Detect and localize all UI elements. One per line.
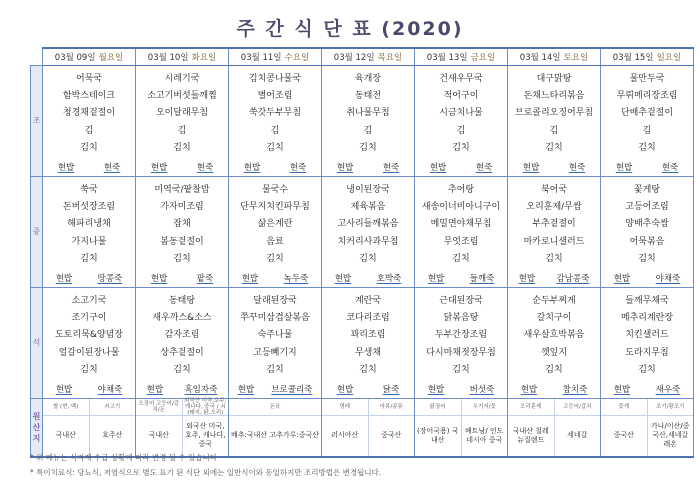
porridge-label: 야채죽 [655,273,681,284]
rice-porridge [415,158,507,176]
dish-item: 숙주나물 [257,330,293,341]
dish-list [136,288,228,380]
dish-item: 치킨샐러드 [625,330,669,341]
origin-cell [229,398,322,457]
dish-item: 동태탕 [168,295,196,306]
origin-item-name: 외국산 미국,호주, 캐나다, 중국 / 쇠 (돼지, 닭,오리) [184,397,227,416]
rice-porridge [415,269,507,287]
dish-item: 어묵국 [75,73,103,84]
dish-item: 김치 [173,254,191,265]
porridge-label: 감남콩죽 [556,273,590,284]
origin-item-name: 고등어/갈치 [555,399,601,416]
dish-item: 근대된장국 [439,295,483,306]
menu-cell [322,65,415,176]
origin-item [462,399,508,456]
dish-item: 깻잎지 [540,347,568,358]
origin-item-country: 국내산 칠레 뉴질랜드 [512,426,549,444]
rice-porridge [508,269,600,287]
rice-label: 현밥 [241,273,259,284]
dish-list [229,288,321,380]
dish-item: 계란국 [354,295,382,306]
dish-item: 김치 [638,143,656,154]
rice-label: 현밥 [334,273,352,284]
dish-item: 미역국/팥찰밥 [154,184,210,195]
meal-row [31,287,694,398]
dish-item: 김치 [452,365,470,376]
note-change: * 위 메뉴는 식자재 수급 상황에 따라 변경 될 수 있습니다 [30,453,217,462]
dish-item: 김치 [452,254,470,265]
dish-item: 김치 [545,365,563,376]
dish-item: 마카로니샐러드 [523,236,585,247]
dish-item: 두부간장조림 [434,330,488,341]
origin-cell [322,398,415,457]
menu-cell [229,176,322,287]
porridge-label: 흑임자죽 [184,384,218,395]
dish-item: 메밀면야채무침 [430,219,492,230]
dish-item: 제육볶음 [350,202,386,213]
dish-item: 김 [363,125,373,136]
dish-item: 고사리들깨볶음 [337,219,399,230]
origin-item-country: 배추:국내산 고추가루:중국산 [230,431,320,439]
dish-item: 김치 [638,254,656,265]
day-date: 03월 12일 [333,52,375,63]
dish-item: 소고기버섯들깨찜 [147,91,217,102]
day-weekday: 목요일 [377,52,403,63]
dish-item: 별어조림 [257,91,293,102]
dish-item: 고등어조림 [625,202,669,213]
dish-item: 부추겉절이 [532,219,576,230]
dish-item: 김치 [359,254,377,265]
origin-item-name: 꽃게 [601,399,647,416]
dish-item: 김치 [452,143,470,154]
dish-item: 들깨무채국 [625,295,669,306]
rice-label: 현밥 [336,162,354,173]
origin-item [183,399,229,456]
dish-list [322,288,414,380]
dish-item: 감자조림 [164,330,200,341]
rice-label: 현밥 [522,162,540,173]
menu-cell [601,65,694,176]
dish-list [508,288,600,380]
dish-list [43,66,135,158]
rice-porridge [601,269,693,287]
dish-item: 쑥갓두부무침 [248,108,302,119]
meal-row [31,176,694,287]
origin-row [31,398,694,457]
dish-item: 물만두국 [629,73,665,84]
day-date: 03월 14일 [519,52,561,63]
dish-item: 김치 [359,143,377,154]
dish-list [415,288,507,380]
menu-cell [136,287,229,398]
dish-item: 단배추겉절이 [620,108,674,119]
dish-item: 꽈리조림 [350,330,386,341]
dish-item: 김 [177,125,187,136]
dish-item: 오리훈제/무쌈 [526,202,582,213]
dish-item: 육개장 [354,73,382,84]
dish-list [415,66,507,158]
dish-item: 쑥국 [80,184,98,195]
rice-label: 현밥 [520,384,538,395]
menu-cell [136,176,229,287]
dish-item: 건새우무국 [439,73,483,84]
origin-item [229,399,321,456]
origin-cell [136,398,229,457]
dish-list [229,177,321,269]
dish-item: 김치 [173,365,191,376]
origin-cell [508,398,601,457]
rice-label: 현밥 [150,273,168,284]
rice-label: 현밥 [518,273,536,284]
dish-item: 오이달래무침 [155,108,209,119]
dish-item: 함박스테이크 [62,91,116,102]
dish-list [415,177,507,269]
dish-list [43,288,135,380]
origin-item [136,399,183,456]
menu-cell [322,287,415,398]
rice-porridge [415,380,507,398]
dish-item: 대구맑탕 [536,73,572,84]
dish-item: 음료 [266,236,284,247]
dish-item: 고등빼기지 [253,347,297,358]
rice-porridge [322,269,414,287]
dish-item: 김치 [266,254,284,265]
dish-item: 김치 [545,254,563,265]
day-date: 03월 13일 [426,52,468,63]
rice-porridge [136,158,228,176]
day-header-4 [322,48,415,65]
porridge-label: 현죽 [475,162,493,173]
dish-item: 냉이된장국 [346,184,390,195]
dish-item: 코다리조림 [346,313,390,324]
rice-porridge [229,380,321,398]
origin-item-name: 마류/콩류 [369,399,415,416]
dish-item: 삶은계란 [257,219,293,230]
rice-label: 현밥 [57,162,75,173]
page-title: 주 간 식 단 표 (2020) [236,18,464,40]
dish-list [322,66,414,158]
menu-cell [415,176,508,287]
dish-item: 조기구이 [71,313,107,324]
porridge-label: 현죽 [103,162,121,173]
rice-label: 현밥 [150,162,168,173]
day-header-1 [43,48,136,65]
origin-inner [508,399,600,456]
dish-item: 다시마채젓장무침 [426,347,496,358]
porridge-label: 현죽 [289,162,307,173]
meal-label: 석 [31,287,43,398]
dish-list [229,66,321,158]
dish-item: 쭈꾸미삼겹살볶음 [240,313,310,324]
dish-item: 북어국 [540,184,568,195]
origin-item-country: 중국산 [613,431,634,439]
rice-label: 현밥 [55,273,73,284]
dish-item: 가지나물 [71,236,107,247]
origin-inner [136,399,228,456]
dish-list [601,177,693,269]
origin-item-name: 오리훈제 [508,399,554,416]
day-weekday: 일요일 [656,52,682,63]
origin-item [555,399,601,456]
day-date: 03월 11일 [240,52,282,63]
rice-label: 현밥 [237,384,255,395]
dish-item: 새송이너비아니구이 [421,202,501,213]
day-weekday: 월요일 [98,52,124,63]
origin-item-name: 오징어 고등어/갈치/돈 [136,399,182,416]
dish-item: 순두부찌게 [532,295,576,306]
origin-item-name: 쌀 (현, 백) [43,399,89,416]
dish-item: 김치 [545,143,563,154]
dish-item: 김치 [80,254,98,265]
porridge-label: 현죽 [568,162,586,173]
origin-item [322,399,369,456]
dish-item: 얼갈이된장나물 [58,347,120,358]
rice-porridge [229,269,321,287]
dish-item: 김치 [266,365,284,376]
meal-label: 조 [31,65,43,176]
origin-item [601,399,648,456]
dish-item: 잡채 [173,219,191,230]
porridge-label: 들깨죽 [469,273,495,284]
rice-porridge [43,380,135,398]
dish-list [322,177,414,269]
dish-item: 김 [84,125,94,136]
rice-porridge [43,269,135,287]
day-header-row [31,48,694,65]
rice-label: 현밥 [243,162,261,173]
dish-item: 취나물무침 [346,108,390,119]
dish-item: 무생채 [354,347,382,358]
origin-cell [601,398,694,457]
rice-porridge [601,158,693,176]
dish-item: 해파리냉채 [67,219,111,230]
origin-item-name: 돈육 [229,399,321,416]
porridge-label: 호박죽 [376,273,402,284]
dish-item: 시레기국 [164,73,200,84]
dish-item: 소고기국 [71,295,107,306]
origin-item-country: 러시아산 [331,431,359,439]
menu-cell [43,65,136,176]
origin-item-name: 닭장어 [415,399,461,416]
porridge-label: 닭죽 [382,384,400,395]
dish-list [508,66,600,158]
menu-cell [508,65,601,176]
origin-inner [322,399,414,456]
rice-label: 현밥 [429,162,447,173]
rice-porridge [229,158,321,176]
origin-item-name: 명태 [322,399,368,416]
origin-inner [601,399,693,456]
dish-item: 닭볶음탕 [443,313,479,324]
origin-cell [415,398,508,457]
day-header-7 [601,48,694,65]
dish-item: 도토리묵&양념장 [55,330,123,341]
menu-cell [322,176,415,287]
dish-item: 김 [270,125,280,136]
origin-item-country: 국내산 [148,431,169,439]
dish-item: 김치 [359,365,377,376]
menu-cell [229,287,322,398]
dish-item: 추어탕 [447,184,475,195]
dish-item: 돈채느타리볶음 [523,91,585,102]
dish-item: 봄동겉절이 [160,236,204,247]
menu-cell [43,176,136,287]
dish-item: 돈버섯장조림 [62,202,116,213]
rice-label: 현밥 [146,384,164,395]
dish-item: 치커리사과무침 [337,236,399,247]
origin-label: 원 산 지 [31,398,43,457]
origin-item-country: 베트남/ 인도네시아 중국 [465,426,504,444]
rice-porridge [136,269,228,287]
dish-item: 양배추숙쌈 [625,219,669,230]
origin-inner [415,399,507,456]
day-weekday: 토요일 [563,52,589,63]
origin-item [648,399,694,456]
rice-porridge [322,158,414,176]
meal-row [31,65,694,176]
note-special-diet: * 특이치료식: 당뇨식, 저염식으로 별도 표기 된 식단 외에는 일반식이와 동일하지만 조리방법은 변경됩니다. [30,468,382,477]
day-date: 03월 10일 [147,52,189,63]
menu-cell [508,287,601,398]
dish-item: 달래된장국 [253,295,297,306]
day-weekday: 수요일 [284,52,310,63]
dish-list [601,288,693,380]
porridge-label: 녹두죽 [283,273,309,284]
dish-item: 김 [549,125,559,136]
dish-list [508,177,600,269]
dish-item: 무엇조림 [443,236,479,247]
dish-item: 김치 [638,365,656,376]
dish-item: 물국수 [261,184,289,195]
menu-cell [508,176,601,287]
dish-item: 김치콩나물국 [248,73,302,84]
rice-label: 현밥 [427,273,445,284]
dish-item: 가자미조림 [160,202,204,213]
porridge-label: 브로콜리죽 [271,384,313,395]
rice-label: 현밥 [613,384,631,395]
porridge-label: 현죽 [196,162,214,173]
porridge-label: 참치죽 [562,384,588,395]
dish-item: 시금치나물 [439,108,483,119]
dish-item: 갈치구이 [536,313,572,324]
dish-list [43,177,135,269]
porridge-label: 땅콩죽 [97,273,123,284]
rice-porridge [601,380,693,398]
origin-item-country: 가나/이산/중 국산,세네갈 레온 [650,422,690,448]
rice-porridge [508,380,600,398]
dish-item: 적어구이 [443,91,479,102]
rice-label: 현밥 [613,273,631,284]
day-weekday: 금요일 [470,52,496,63]
dish-item: 동태전 [354,91,382,102]
origin-cell [43,398,136,457]
menu-cell [136,65,229,176]
origin-item-name: 조기/황조기 [648,399,694,416]
rice-label: 현밥 [336,384,354,395]
menu-cell [415,287,508,398]
rice-porridge [136,380,228,398]
day-date: 03월 15일 [612,52,654,63]
dish-item: 새우까스&소스 [152,313,212,324]
menu-cell [601,287,694,398]
origin-item-name: 우거지/꽃 [462,399,508,416]
origin-inner [229,399,321,456]
day-header-2 [136,48,229,65]
corner-cell [31,48,43,65]
dish-item: 상추겉절이 [160,347,204,358]
dish-item: 김치 [80,365,98,376]
porridge-label: 새우죽 [655,384,681,395]
dish-item: 단무지치킨파무침 [240,202,310,213]
origin-item-country: 중국산 [381,431,402,439]
porridge-label: 현죽 [661,162,679,173]
origin-item [508,399,555,456]
origin-inner [43,399,135,456]
porridge-label: 현죽 [382,162,400,173]
origin-item [90,399,136,456]
dish-item: 어묵볶음 [629,236,665,247]
origin-item-country: 국내산 [55,431,76,439]
porridge-label: 야채죽 [97,384,123,395]
dish-list [601,66,693,158]
menu-cell [415,65,508,176]
porridge-label: 버섯죽 [469,384,495,395]
weekly-menu-table [30,47,694,458]
day-header-5 [415,48,508,65]
day-weekday: 화요일 [191,52,217,63]
origin-item-country: (장어국용) 국내산 [417,426,459,444]
rice-porridge [43,158,135,176]
rice-label: 현밥 [55,384,73,395]
dish-list [136,66,228,158]
rice-label: 현밥 [427,384,445,395]
rice-porridge [322,380,414,398]
dish-item: 브로콜리오징어무침 [514,108,594,119]
origin-item [43,399,90,456]
day-header-6 [508,48,601,65]
rice-label: 현밥 [615,162,633,173]
dish-item: 무뤼메리장조림 [616,91,678,102]
day-header-3 [229,48,322,65]
porridge-label: 팥죽 [196,273,214,284]
menu-cell [229,65,322,176]
day-date: 03월 09일 [54,52,96,63]
origin-item [415,399,462,456]
dish-item: 김 [456,125,466,136]
origin-item-country: 세네갈 [567,431,588,439]
footnotes [30,450,381,480]
dish-list [136,177,228,269]
meal-label: 중 [31,176,43,287]
menu-cell [43,287,136,398]
dish-item: 꽃게탕 [633,184,661,195]
menu-cell [601,176,694,287]
dish-item: 도라지무침 [625,347,669,358]
origin-item-country: 외국산 미국,호주, 캐나다, 중국 [185,422,226,448]
origin-item-country: 호주산 [102,431,123,439]
dish-item: 메추리계란장 [620,313,674,324]
dish-item: 청경채겉절이 [62,108,116,119]
dish-item: 김치 [266,143,284,154]
rice-porridge [508,158,600,176]
dish-item: 김치 [80,143,98,154]
dish-item: 새우살호박볶음 [523,330,585,341]
origin-item-name: 쇠고기 [90,399,136,416]
dish-item: 김 [642,125,652,136]
dish-item: 김치 [173,143,191,154]
origin-item [369,399,415,456]
